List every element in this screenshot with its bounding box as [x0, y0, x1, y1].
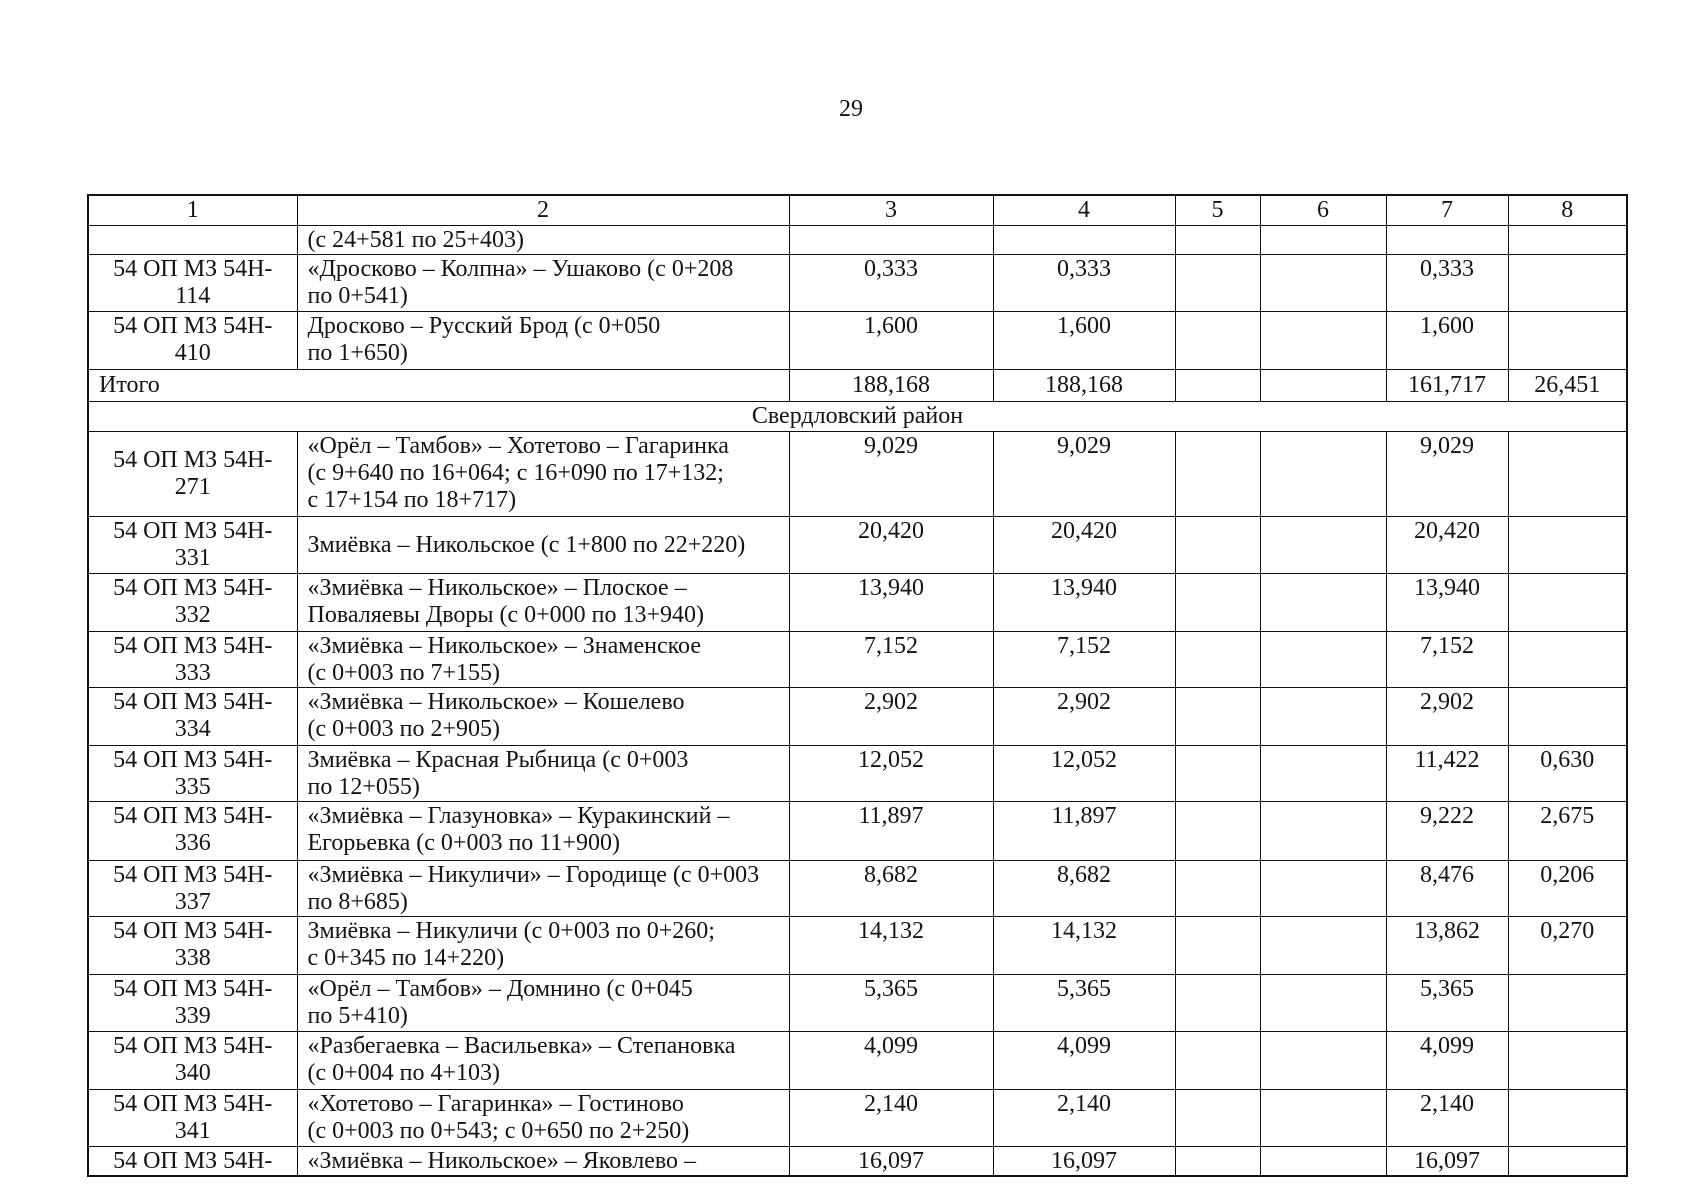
value-col-6-cell — [1260, 687, 1386, 745]
value-col-3-cell: 5,365 — [789, 974, 993, 1031]
value-col-8-cell — [1508, 1146, 1627, 1176]
header-cell-2: 2 — [297, 195, 789, 225]
value-col-5-cell — [1175, 516, 1260, 573]
value-col-7-cell: 7,152 — [1386, 631, 1508, 687]
value-col-8-cell: 0,206 — [1508, 860, 1627, 916]
value-col-4-cell: 1,600 — [993, 311, 1175, 369]
total-row — [88, 369, 1627, 401]
value-col-3-cell: 8,682 — [789, 860, 993, 916]
value-col-5-cell — [1175, 745, 1260, 801]
value-col-5-cell — [1175, 1031, 1260, 1089]
road-name-cell: «Змиёвка – Никольское» – Знаменское (с 0+003 по 7+155) — [297, 631, 789, 687]
page-number: 29 — [839, 96, 863, 122]
value-col-4-cell: 0,333 — [993, 254, 1175, 311]
value-col-6-cell — [1260, 745, 1386, 801]
value-col-4-cell: 12,052 — [993, 745, 1175, 801]
total-value-col-8-cell: 26,451 — [1508, 369, 1627, 401]
value-col-6-cell — [1260, 573, 1386, 631]
value-col-7-cell: 8,476 — [1386, 860, 1508, 916]
value-col-8-cell — [1508, 1031, 1627, 1089]
table-body — [88, 225, 1627, 1176]
value-col-8-cell — [1508, 631, 1627, 687]
road-code-cell: 54 ОП МЗ 54Н- 338 — [88, 916, 297, 974]
value-col-8-cell — [1508, 516, 1627, 573]
table-row — [88, 974, 1627, 1031]
value-col-6-cell — [1260, 225, 1386, 254]
total-value-col-7-cell: 161,717 — [1386, 369, 1508, 401]
value-col-4-cell: 20,420 — [993, 516, 1175, 573]
road-name-cell: «Змиёвка – Никуличи» – Городище (с 0+003 по 8+685) — [297, 860, 789, 916]
header-cell-8: 8 — [1508, 195, 1627, 225]
value-col-7-cell: 9,222 — [1386, 801, 1508, 860]
value-col-5-cell — [1175, 801, 1260, 860]
road-code-cell: 54 ОП МЗ 54Н- 332 — [88, 573, 297, 631]
header-cell-4: 4 — [993, 195, 1175, 225]
value-col-6-cell — [1260, 1146, 1386, 1176]
table-row — [88, 1031, 1627, 1089]
road-name-cell: «Дросково – Колпна» – Ушаково (с 0+208 по 0+541) — [297, 254, 789, 311]
value-col-8-cell — [1508, 225, 1627, 254]
value-col-8-cell: 2,675 — [1508, 801, 1627, 860]
value-col-3-cell: 4,099 — [789, 1031, 993, 1089]
header-row — [88, 195, 1627, 225]
value-col-8-cell — [1508, 431, 1627, 516]
value-col-6-cell — [1260, 311, 1386, 369]
road-register-table — [87, 194, 1628, 1177]
value-col-4-cell: 2,902 — [993, 687, 1175, 745]
road-code-cell: 54 ОП МЗ 54Н- 337 — [88, 860, 297, 916]
value-col-5-cell — [1175, 687, 1260, 745]
value-col-8-cell: 0,270 — [1508, 916, 1627, 974]
value-col-5-cell — [1175, 573, 1260, 631]
value-col-8-cell — [1508, 254, 1627, 311]
value-col-6-cell — [1260, 631, 1386, 687]
road-code-cell: 54 ОП МЗ 54Н- 114 — [88, 254, 297, 311]
road-name-cell: «Орёл – Тамбов» – Домнино (с 0+045 по 5+410) — [297, 974, 789, 1031]
value-col-3-cell: 1,600 — [789, 311, 993, 369]
value-col-6-cell — [1260, 516, 1386, 573]
road-code-cell: 54 ОП МЗ 54Н- 335 — [88, 745, 297, 801]
header-cell-6: 6 — [1260, 195, 1386, 225]
road-name-cell: «Змиёвка – Никольское» – Плоское – Поваляевы Дворы (с 0+000 по 13+940) — [297, 573, 789, 631]
value-col-4-cell: 4,099 — [993, 1031, 1175, 1089]
value-col-5-cell — [1175, 1146, 1260, 1176]
value-col-8-cell: 0,630 — [1508, 745, 1627, 801]
road-name-cell: Дросково – Русский Брод (с 0+050 по 1+650) — [297, 311, 789, 369]
value-col-4-cell: 16,097 — [993, 1146, 1175, 1176]
value-col-3-cell: 14,132 — [789, 916, 993, 974]
total-value-col-6-cell — [1260, 369, 1386, 401]
road-code-cell: 54 ОП МЗ 54Н- 331 — [88, 516, 297, 573]
value-col-3-cell: 16,097 — [789, 1146, 993, 1176]
value-col-8-cell — [1508, 311, 1627, 369]
table-row — [88, 311, 1627, 369]
value-col-8-cell — [1508, 573, 1627, 631]
value-col-7-cell: 11,422 — [1386, 745, 1508, 801]
value-col-6-cell — [1260, 801, 1386, 860]
road-code-cell: 54 ОП МЗ 54Н- 339 — [88, 974, 297, 1031]
road-code-cell: 54 ОП МЗ 54Н- 334 — [88, 687, 297, 745]
value-col-3-cell: 2,140 — [789, 1089, 993, 1146]
value-col-7-cell: 20,420 — [1386, 516, 1508, 573]
road-name-cell: Змиёвка – Красная Рыбница (с 0+003 по 12+055) — [297, 745, 789, 801]
value-col-6-cell — [1260, 254, 1386, 311]
road-name-cell: «Змиёвка – Глазуновка» – Куракинский – Егорьевка (с 0+003 по 11+900) — [297, 801, 789, 860]
value-col-7-cell: 16,097 — [1386, 1146, 1508, 1176]
value-col-7-cell: 13,862 — [1386, 916, 1508, 974]
road-name-cell: Змиёвка – Никольское (с 1+800 по 22+220) — [297, 516, 789, 573]
value-col-8-cell — [1508, 1089, 1627, 1146]
value-col-4-cell: 13,940 — [993, 573, 1175, 631]
value-col-4-cell: 2,140 — [993, 1089, 1175, 1146]
value-col-7-cell — [1386, 225, 1508, 254]
road-name-cell: «Змиёвка – Никольское» – Яковлево – — [297, 1146, 789, 1176]
value-col-4-cell: 5,365 — [993, 974, 1175, 1031]
road-code-cell: 54 ОП МЗ 54Н- 410 — [88, 311, 297, 369]
table-row — [88, 431, 1627, 516]
value-col-7-cell: 2,902 — [1386, 687, 1508, 745]
road-code-cell: 54 ОП МЗ 54Н- 340 — [88, 1031, 297, 1089]
road-code-cell: 54 ОП МЗ 54Н- — [88, 1146, 297, 1176]
value-col-5-cell — [1175, 974, 1260, 1031]
value-col-3-cell: 9,029 — [789, 431, 993, 516]
header-cell-5: 5 — [1175, 195, 1260, 225]
road-code-cell: 54 ОП МЗ 54Н- 271 — [88, 431, 297, 516]
table-row — [88, 1146, 1627, 1176]
value-col-3-cell: 13,940 — [789, 573, 993, 631]
road-name-cell: «Разбегаевка – Васильевка» – Степановка (с 0+004 по 4+103) — [297, 1031, 789, 1089]
value-col-5-cell — [1175, 916, 1260, 974]
value-col-3-cell — [789, 225, 993, 254]
value-col-3-cell: 11,897 — [789, 801, 993, 860]
table-row — [88, 573, 1627, 631]
value-col-4-cell: 8,682 — [993, 860, 1175, 916]
value-col-3-cell: 0,333 — [789, 254, 993, 311]
value-col-7-cell: 9,029 — [1386, 431, 1508, 516]
road-code-cell: 54 ОП МЗ 54Н- 336 — [88, 801, 297, 860]
value-col-5-cell — [1175, 225, 1260, 254]
total-value-col-3-cell: 188,168 — [789, 369, 993, 401]
total-value-col-4-cell: 188,168 — [993, 369, 1175, 401]
value-col-5-cell — [1175, 1089, 1260, 1146]
value-col-5-cell — [1175, 431, 1260, 516]
header-cell-3: 3 — [789, 195, 993, 225]
table-row — [88, 254, 1627, 311]
value-col-3-cell: 7,152 — [789, 631, 993, 687]
value-col-5-cell — [1175, 860, 1260, 916]
header-cell-1: 1 — [88, 195, 297, 225]
value-col-7-cell: 2,140 — [1386, 1089, 1508, 1146]
value-col-5-cell — [1175, 631, 1260, 687]
road-name-cell: «Орёл – Тамбов» – Хотетово – Гагаринка (с 9+640 по 16+064; с 16+090 по 17+132; с 17+154 по 18+717) — [297, 431, 789, 516]
value-col-7-cell: 5,365 — [1386, 974, 1508, 1031]
value-col-3-cell: 2,902 — [789, 687, 993, 745]
total-label: Итого — [88, 369, 789, 401]
road-code-cell — [88, 225, 297, 254]
value-col-6-cell — [1260, 1089, 1386, 1146]
total-value-col-5-cell — [1175, 369, 1260, 401]
value-col-7-cell: 0,333 — [1386, 254, 1508, 311]
district-section-title: Свердловский район — [88, 401, 1627, 431]
value-col-6-cell — [1260, 1031, 1386, 1089]
district-section-row — [88, 401, 1627, 431]
table-row — [88, 1089, 1627, 1146]
value-col-4-cell — [993, 225, 1175, 254]
value-col-7-cell: 1,600 — [1386, 311, 1508, 369]
road-name-cell: Змиёвка – Никуличи (с 0+003 по 0+260; с 0+345 по 14+220) — [297, 916, 789, 974]
value-col-4-cell: 14,132 — [993, 916, 1175, 974]
table-row — [88, 916, 1627, 974]
value-col-6-cell — [1260, 974, 1386, 1031]
table-row — [88, 225, 1627, 254]
road-code-cell: 54 ОП МЗ 54Н- 333 — [88, 631, 297, 687]
road-name-cell: «Хотетово – Гагаринка» – Гостиново (с 0+003 по 0+543; с 0+650 по 2+250) — [297, 1089, 789, 1146]
value-col-5-cell — [1175, 311, 1260, 369]
road-name-cell: «Змиёвка – Никольское» – Кошелево (с 0+003 по 2+905) — [297, 687, 789, 745]
value-col-4-cell: 11,897 — [993, 801, 1175, 860]
value-col-8-cell — [1508, 687, 1627, 745]
value-col-7-cell: 13,940 — [1386, 573, 1508, 631]
value-col-4-cell: 9,029 — [993, 431, 1175, 516]
table-row — [88, 745, 1627, 801]
value-col-4-cell: 7,152 — [993, 631, 1175, 687]
table-row — [88, 801, 1627, 860]
value-col-8-cell — [1508, 974, 1627, 1031]
value-col-3-cell: 20,420 — [789, 516, 993, 573]
table-row — [88, 860, 1627, 916]
road-name-cell: (с 24+581 по 25+403) — [297, 225, 789, 254]
table-row — [88, 687, 1627, 745]
value-col-3-cell: 12,052 — [789, 745, 993, 801]
table-row — [88, 631, 1627, 687]
road-code-cell: 54 ОП МЗ 54Н- 341 — [88, 1089, 297, 1146]
value-col-6-cell — [1260, 860, 1386, 916]
value-col-6-cell — [1260, 916, 1386, 974]
value-col-7-cell: 4,099 — [1386, 1031, 1508, 1089]
header-cell-7: 7 — [1386, 195, 1508, 225]
value-col-5-cell — [1175, 254, 1260, 311]
table-row — [88, 516, 1627, 573]
value-col-6-cell — [1260, 431, 1386, 516]
